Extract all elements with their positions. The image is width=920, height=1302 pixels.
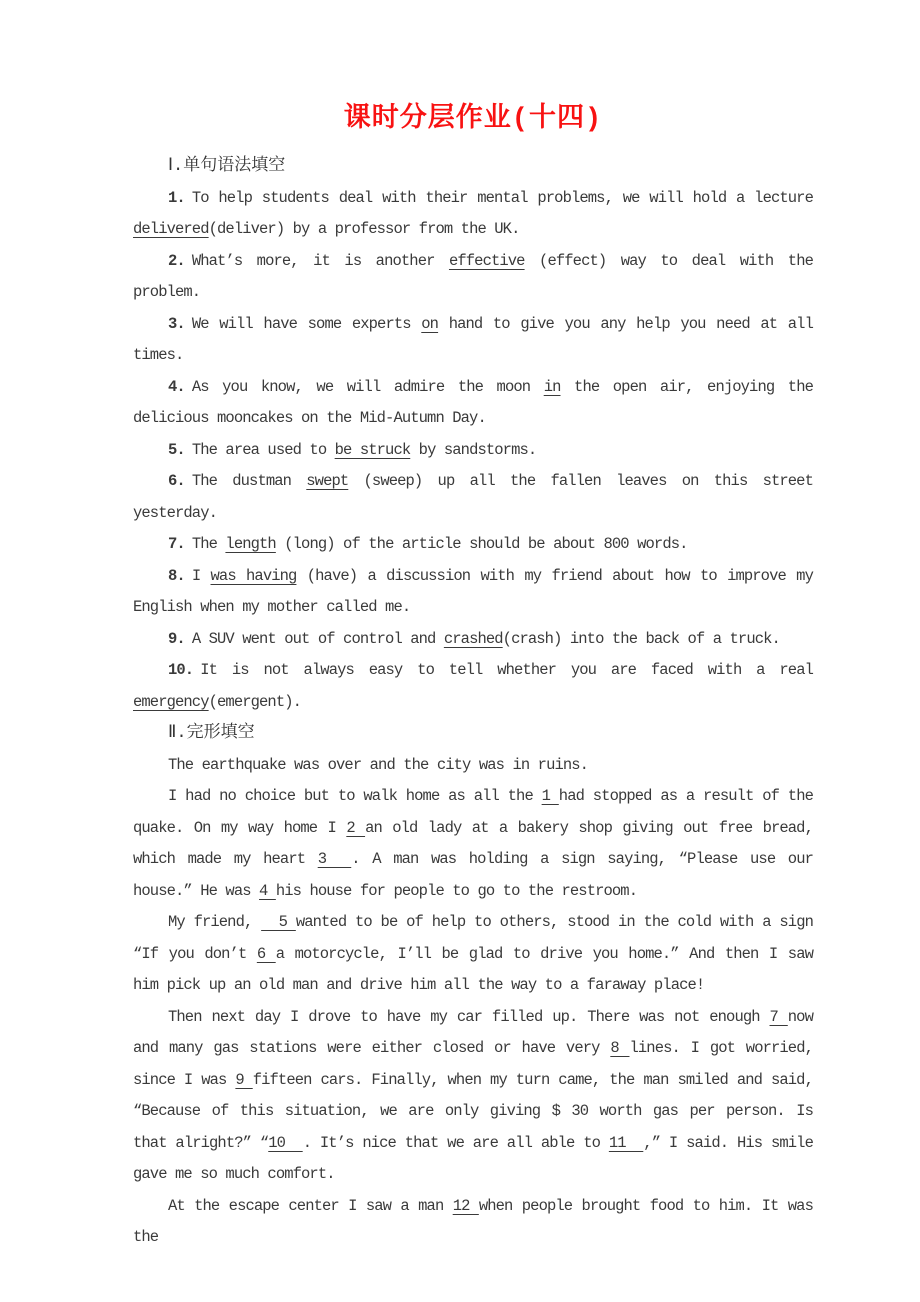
item-number: 7. bbox=[168, 535, 185, 553]
answer-blank: 6 bbox=[256, 944, 276, 963]
text-run: ,” I said. His smile gave me so much comfort. bbox=[133, 1133, 813, 1183]
text-run: by sandstorms. bbox=[410, 440, 537, 459]
answer-blank: 3 bbox=[317, 850, 352, 868]
text-run: (long) of the article should be about 800 words. bbox=[275, 535, 688, 553]
text-run: wanted to be of help to others, stood in the cold with a sign “If you don’t bbox=[133, 913, 813, 963]
exercise-sentence bbox=[133, 655, 813, 718]
text-run: (crash) into the back of a truck. bbox=[502, 629, 780, 648]
section-heading-cloze: Ⅱ.完形填空 bbox=[168, 724, 255, 743]
answer-blank: 2 bbox=[346, 818, 366, 837]
text-run: We will have some experts bbox=[191, 314, 422, 333]
text-run: the open air, enjoying the delicious mooncakes on the Mid-Autumn Day. bbox=[133, 377, 813, 427]
answer-blank: 10 bbox=[268, 1133, 303, 1152]
item-number: 8. bbox=[168, 566, 185, 585]
answer-blank: 11 bbox=[608, 1133, 644, 1152]
item-number: 4. bbox=[168, 377, 185, 396]
answer-blank: 8 bbox=[610, 1039, 630, 1057]
answer-blank: 7 bbox=[769, 1007, 788, 1026]
exercise-sentence bbox=[133, 561, 813, 624]
text-run: (have) a discussion with my friend about how to improve my English when my mother called me. bbox=[133, 566, 813, 616]
exercise-sentence bbox=[133, 183, 813, 246]
item-number: 1. bbox=[168, 188, 185, 207]
answer-blank: 1 bbox=[541, 787, 559, 805]
text-run: The area used to bbox=[191, 440, 335, 459]
answer-blank: in bbox=[543, 377, 561, 396]
answer-blank: 9 bbox=[235, 1070, 253, 1089]
text-run: To help students deal with their mental problems, we will hold a lecture bbox=[191, 188, 813, 207]
text-run: The dustman bbox=[191, 472, 307, 490]
text-run: (emergent). bbox=[208, 692, 302, 711]
text-run: lines. I got worried, since I was bbox=[133, 1039, 814, 1089]
answer-blank: be struck bbox=[334, 440, 411, 459]
text-run: It is not always easy to tell whether you are faced with a real bbox=[200, 661, 813, 679]
text-run: A SUV went out of control and bbox=[191, 629, 444, 648]
answer-blank: 4 bbox=[259, 881, 276, 900]
grammar-fill-items bbox=[133, 183, 813, 719]
cloze-paragraph bbox=[133, 781, 813, 907]
answer-blank: emergency bbox=[133, 692, 209, 711]
item-number: 3. bbox=[168, 314, 185, 333]
cloze-paragraph bbox=[133, 1002, 813, 1191]
text-run: The bbox=[191, 535, 226, 553]
answer-blank: delivered bbox=[133, 220, 209, 238]
text-run: . A man was holding a sign saying, “Please use our house.” He was bbox=[133, 850, 813, 900]
cloze-paragraph bbox=[133, 1191, 813, 1254]
answer-blank: effective bbox=[448, 251, 525, 270]
text-run: fifteen cars. Finally, when my turn came, the man smiled and said, “Because of this situation, we are only giving $ 30 worth gas per person. Is that alright?” “ bbox=[133, 1070, 813, 1152]
text-run: What’s more, it is another bbox=[191, 251, 449, 270]
text-run: I bbox=[191, 566, 211, 585]
text-run: As you know, we will admire the moon bbox=[191, 377, 544, 396]
exercise-sentence bbox=[133, 529, 813, 561]
text-run: At the escape center I saw a man bbox=[168, 1196, 453, 1215]
answer-blank: 5 bbox=[261, 913, 296, 931]
text-run: (sweep) up all the fallen leaves on this street yesterday. bbox=[133, 472, 813, 522]
answer-blank: was having bbox=[210, 566, 297, 585]
page-title: 课时分层作业(十四) bbox=[343, 105, 603, 135]
document-body bbox=[133, 102, 813, 1254]
section-heading-grammar: Ⅰ.单句语法填空 bbox=[168, 157, 286, 176]
cloze-passage bbox=[133, 750, 813, 1254]
text-run: hand to give you any help you need at all times. bbox=[133, 314, 813, 364]
answer-blank: 12 bbox=[452, 1196, 479, 1215]
text-run: when people brought food to him. It was the bbox=[133, 1196, 813, 1246]
text-run: an old lady at a bakery shop giving out free bread, which made my heart bbox=[133, 818, 813, 868]
item-number: 2. bbox=[168, 251, 185, 270]
answer-blank: length bbox=[225, 535, 276, 553]
text-run: Then next day I drove to have my car filled up. There was not enough bbox=[168, 1007, 770, 1026]
text-run: My friend, bbox=[168, 913, 262, 931]
answer-blank: on bbox=[421, 314, 439, 333]
cloze-paragraph bbox=[133, 750, 813, 782]
exercise-sentence bbox=[133, 309, 813, 372]
answer-blank: crashed bbox=[443, 629, 503, 648]
item-number: 5. bbox=[168, 440, 185, 459]
item-number: 6. bbox=[168, 472, 185, 490]
text-run: The earthquake was over and the city was in ruins. bbox=[168, 755, 589, 774]
exercise-sentence bbox=[133, 624, 813, 656]
answer-blank: swept bbox=[306, 472, 349, 490]
text-run: his house for people to go to the restroom. bbox=[275, 881, 638, 900]
exercise-sentence bbox=[133, 372, 813, 435]
exercise-sentence bbox=[133, 466, 813, 529]
text-run: (effect) way to deal with the problem. bbox=[133, 251, 814, 301]
text-run: had stopped as a result of the quake. On my way home I bbox=[133, 787, 813, 837]
cloze-paragraph bbox=[133, 907, 813, 1002]
text-run: (deliver) by a professor from the UK. bbox=[208, 220, 520, 238]
text-run: . It’s nice that we are all able to bbox=[302, 1133, 609, 1152]
exercise-sentence bbox=[133, 246, 813, 309]
item-number: 10. bbox=[168, 661, 194, 679]
exercise-sentence bbox=[133, 435, 813, 467]
item-number: 9. bbox=[168, 629, 185, 648]
text-run: I had no choice but to walk home as all the bbox=[168, 787, 542, 805]
text-run: now and many gas stations were either closed or have very bbox=[133, 1007, 813, 1057]
text-run: a motorcycle, I’ll be glad to drive you home.” And then I saw him pick up an old man and drive him all the way to a faraway place! bbox=[133, 944, 813, 994]
